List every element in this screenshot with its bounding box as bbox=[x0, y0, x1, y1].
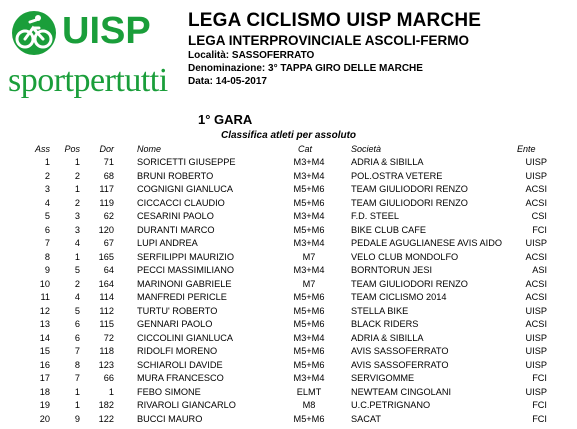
document-header bbox=[188, 10, 481, 88]
cell-ass: 9 bbox=[44, 265, 50, 275]
cell-ente: FCI bbox=[532, 224, 547, 235]
cell-pos: 1 bbox=[74, 400, 80, 410]
cell-nome: RIDOLFI MORENO bbox=[137, 346, 218, 356]
cell-cat: M3+M4 bbox=[293, 373, 325, 383]
cell-dor: 164 bbox=[98, 278, 114, 289]
cell-dor: 118 bbox=[99, 346, 114, 356]
cell-soc: TEAM CICLISMO 2014 bbox=[351, 292, 447, 302]
cell-pos: 1 bbox=[74, 386, 80, 397]
cell-ente: UISP bbox=[525, 238, 547, 248]
cell-dor: 72 bbox=[103, 332, 114, 343]
table-row bbox=[0, 332, 577, 346]
cell-cat: M8 bbox=[302, 400, 316, 410]
cell-nome: GENNARI PAOLO bbox=[137, 319, 213, 329]
logo-word: UISP bbox=[62, 10, 151, 52]
cell-pos: 5 bbox=[74, 265, 80, 275]
cell-pos: 2 bbox=[74, 170, 80, 181]
cell-cat: M7 bbox=[302, 278, 316, 289]
cell-cat: M3+M4 bbox=[293, 332, 325, 343]
col-ente: Ente bbox=[517, 144, 536, 154]
table-row bbox=[0, 345, 577, 359]
event-date: Data: 14-05-2017 bbox=[188, 76, 267, 87]
cell-pos: 6 bbox=[74, 319, 80, 329]
col-ass: Ass bbox=[34, 144, 50, 154]
localita: Località: SASSOFERRATO bbox=[188, 50, 315, 61]
cell-pos: 9 bbox=[74, 413, 80, 424]
cell-ass: 6 bbox=[44, 224, 50, 235]
cell-ass: 10 bbox=[39, 278, 50, 289]
cell-dor: 67 bbox=[103, 238, 114, 248]
cell-ente: UISP bbox=[525, 157, 547, 167]
cell-dor: 68 bbox=[103, 170, 114, 181]
cell-pos: 1 bbox=[74, 184, 80, 194]
cell-ente: CSI bbox=[531, 211, 547, 221]
col-societa: Società bbox=[351, 144, 382, 154]
cell-ass: 17 bbox=[39, 373, 50, 383]
cell-dor: 122 bbox=[98, 413, 114, 424]
table-row bbox=[0, 224, 577, 238]
cell-soc: VELO CLUB MONDOLFO bbox=[351, 251, 459, 262]
cell-cat: M5+M6 bbox=[293, 197, 325, 208]
table-row bbox=[0, 278, 577, 292]
cell-dor: 117 bbox=[99, 184, 114, 194]
cell-soc: AVIS SASSOFERRATO bbox=[351, 359, 449, 370]
denominazione: Denominazione: 3° TAPPA GIRO DELLE MARCHE bbox=[188, 63, 423, 74]
cell-ass: 18 bbox=[39, 386, 50, 397]
cell-cat: M5+M6 bbox=[293, 292, 325, 302]
cell-soc: ADRIA & SIBILLA bbox=[351, 157, 424, 167]
cell-soc: STELLA BIKE bbox=[351, 305, 409, 316]
cell-pos: 6 bbox=[74, 332, 80, 343]
col-dor: Dor bbox=[99, 144, 114, 154]
cell-ass: 16 bbox=[39, 359, 50, 370]
cell-pos: 1 bbox=[74, 157, 80, 167]
cell-nome: MANFREDI PERICLE bbox=[137, 292, 227, 302]
cell-soc: TEAM GIULIODORI RENZO bbox=[351, 184, 468, 194]
cell-ente: ACSI bbox=[525, 197, 547, 208]
cell-pos: 4 bbox=[74, 238, 80, 248]
cell-ass: 20 bbox=[39, 413, 50, 424]
table-row bbox=[0, 156, 577, 170]
cell-nome: SERFILIPPI MAURIZIO bbox=[137, 251, 234, 262]
cell-nome: MARINONI GABRIELE bbox=[137, 278, 232, 289]
cell-ente: UISP bbox=[525, 346, 547, 356]
cell-nome: CICCOLINI GIANLUCA bbox=[137, 332, 233, 343]
cyclist-emblem-icon bbox=[8, 8, 60, 58]
cell-dor: 1 bbox=[108, 386, 114, 397]
cell-ass: 3 bbox=[44, 184, 50, 194]
cell-pos: 3 bbox=[74, 211, 80, 221]
cell-ente: UISP bbox=[525, 305, 547, 316]
cell-dor: 115 bbox=[99, 319, 114, 329]
table-row bbox=[0, 386, 577, 400]
cell-pos: 2 bbox=[74, 278, 80, 289]
cell-soc: POL.OSTRA VETERE bbox=[351, 170, 443, 181]
cell-cat: M3+M4 bbox=[293, 238, 325, 248]
col-nome: Nome bbox=[137, 144, 162, 154]
cell-ass: 7 bbox=[44, 238, 50, 248]
cell-pos: 1 bbox=[74, 251, 80, 262]
cell-cat: M5+M6 bbox=[293, 413, 325, 424]
table-row bbox=[0, 413, 577, 427]
cell-nome: BRUNI ROBERTO bbox=[137, 170, 214, 181]
table-row bbox=[0, 197, 577, 211]
cell-soc: U.C.PETRIGNANO bbox=[351, 400, 431, 410]
cell-nome: DURANTI MARCO bbox=[137, 224, 215, 235]
cell-nome: RIVAROLI GIANCARLO bbox=[137, 400, 236, 410]
cell-ente: ACSI bbox=[525, 319, 547, 329]
cell-soc: SERVIGOMME bbox=[351, 373, 415, 383]
cell-cat: M3+M4 bbox=[293, 157, 325, 167]
cell-soc: BORNTORUN JESI bbox=[351, 265, 432, 275]
cell-pos: 8 bbox=[74, 359, 80, 370]
cell-cat: M3+M4 bbox=[293, 170, 325, 181]
cell-ass: 12 bbox=[39, 305, 50, 316]
cell-ass: 5 bbox=[44, 211, 50, 221]
cell-dor: 112 bbox=[99, 305, 114, 316]
cell-cat: ELMT bbox=[296, 386, 322, 397]
cell-ass: 8 bbox=[44, 251, 50, 262]
cell-cat: M5+M6 bbox=[293, 224, 325, 235]
cell-cat: M5+M6 bbox=[293, 305, 325, 316]
cell-ente: UISP bbox=[525, 332, 547, 343]
cell-ente: UISP bbox=[525, 386, 547, 397]
cell-pos: 4 bbox=[74, 292, 80, 302]
cell-pos: 7 bbox=[74, 373, 80, 383]
cell-ente: ASI bbox=[532, 265, 547, 275]
cell-nome: SORICETTI GIUSEPPE bbox=[137, 157, 236, 167]
cell-ente: ACSI bbox=[525, 184, 547, 194]
cell-pos: 2 bbox=[74, 197, 80, 208]
cell-dor: 123 bbox=[98, 359, 114, 370]
cell-soc: AVIS SASSOFERRATO bbox=[351, 346, 449, 356]
cell-ente: FCI bbox=[532, 413, 547, 424]
uisp-logo bbox=[8, 8, 190, 114]
document-title: LEGA CICLISMO UISP MARCHE bbox=[188, 10, 482, 31]
table-row bbox=[0, 291, 577, 305]
cell-ente: ACSI bbox=[525, 292, 547, 302]
table-row bbox=[0, 399, 577, 413]
table-row bbox=[0, 251, 577, 265]
cell-soc: BLACK RIDERS bbox=[351, 319, 419, 329]
col-pos: Pos bbox=[64, 144, 80, 154]
cell-pos: 5 bbox=[74, 305, 80, 316]
cell-ente: FCI bbox=[532, 373, 547, 383]
cell-soc: F.D. STEEL bbox=[351, 211, 399, 221]
table-row bbox=[0, 305, 577, 319]
cell-nome: TURTU' ROBERTO bbox=[137, 305, 218, 316]
cell-nome: SCHIAROLI DAVIDE bbox=[137, 359, 223, 370]
logo-tagline: sportpertutti bbox=[8, 62, 168, 99]
cell-nome: CICCACCI CLAUDIO bbox=[137, 197, 225, 208]
cell-nome: BUCCI MAURO bbox=[137, 413, 203, 424]
table-row bbox=[0, 183, 577, 197]
cell-nome: LUPI ANDREA bbox=[137, 238, 198, 248]
table-row bbox=[0, 264, 577, 278]
results-table bbox=[0, 156, 577, 426]
cell-cat: M5+M6 bbox=[293, 319, 325, 329]
ranking-title: Classifica atleti per assoluto bbox=[220, 130, 357, 141]
cell-dor: 120 bbox=[98, 224, 114, 235]
cell-dor: 114 bbox=[99, 292, 114, 302]
cell-ass: 11 bbox=[40, 292, 50, 302]
cell-dor: 182 bbox=[98, 400, 114, 410]
cell-ente: ACSI bbox=[525, 251, 547, 262]
cell-ass: 1 bbox=[44, 157, 50, 167]
cell-soc: ADRIA & SIBILLA bbox=[351, 332, 424, 343]
cell-dor: 64 bbox=[103, 265, 114, 275]
cell-cat: M7 bbox=[302, 251, 316, 262]
cell-ass: 14 bbox=[39, 332, 50, 343]
cell-dor: 165 bbox=[98, 251, 114, 262]
cell-soc: TEAM GIULIODORI RENZO bbox=[351, 278, 468, 289]
cell-cat: M5+M6 bbox=[293, 346, 325, 356]
cell-nome: CESARINI PAOLO bbox=[137, 211, 214, 221]
cell-cat: M5+M6 bbox=[293, 359, 325, 370]
table-row bbox=[0, 170, 577, 184]
table-row bbox=[0, 210, 577, 224]
cell-cat: M3+M4 bbox=[293, 211, 325, 221]
cell-ente: FCI bbox=[532, 400, 547, 410]
cell-soc: BIKE CLUB CAFE bbox=[351, 224, 427, 235]
table-row bbox=[0, 359, 577, 373]
col-cat: Cat bbox=[298, 144, 313, 154]
cell-dor: 71 bbox=[103, 157, 114, 167]
table-row bbox=[0, 318, 577, 332]
cell-cat: M5+M6 bbox=[293, 184, 325, 194]
cell-ass: 19 bbox=[39, 400, 50, 410]
table-row bbox=[0, 237, 577, 251]
cell-dor: 66 bbox=[103, 373, 114, 383]
cell-dor: 62 bbox=[103, 211, 114, 221]
cell-ass: 13 bbox=[39, 319, 50, 329]
cell-soc: SACAT bbox=[351, 413, 381, 424]
cell-ass: 15 bbox=[39, 346, 50, 356]
cell-nome: MURA FRANCESCO bbox=[137, 373, 224, 383]
cell-pos: 7 bbox=[74, 346, 80, 356]
cell-soc: TEAM GIULIODORI RENZO bbox=[351, 197, 468, 208]
cell-ente: UISP bbox=[525, 359, 547, 370]
cell-soc: NEWTEAM CINGOLANI bbox=[351, 386, 452, 397]
cell-soc: PEDALE AGUGLIANESE AVIS AIDO bbox=[351, 238, 502, 248]
cell-nome: COGNIGNI GIANLUCA bbox=[137, 184, 233, 194]
cell-ass: 2 bbox=[44, 170, 50, 181]
cell-dor: 119 bbox=[99, 197, 114, 208]
race-heading: 1° GARA bbox=[198, 112, 253, 127]
cell-ass: 4 bbox=[44, 197, 50, 208]
cell-ente: ACSI bbox=[525, 278, 547, 289]
cell-nome: FEBO SIMONE bbox=[137, 386, 201, 397]
cell-pos: 3 bbox=[74, 224, 80, 235]
cell-nome: PECCI MASSIMILIANO bbox=[137, 265, 234, 275]
table-row bbox=[0, 372, 577, 386]
cell-cat: M3+M4 bbox=[293, 265, 325, 275]
cell-ente: UISP bbox=[525, 170, 547, 181]
document-subtitle: LEGA INTERPROVINCIALE ASCOLI-FERMO bbox=[188, 33, 470, 48]
